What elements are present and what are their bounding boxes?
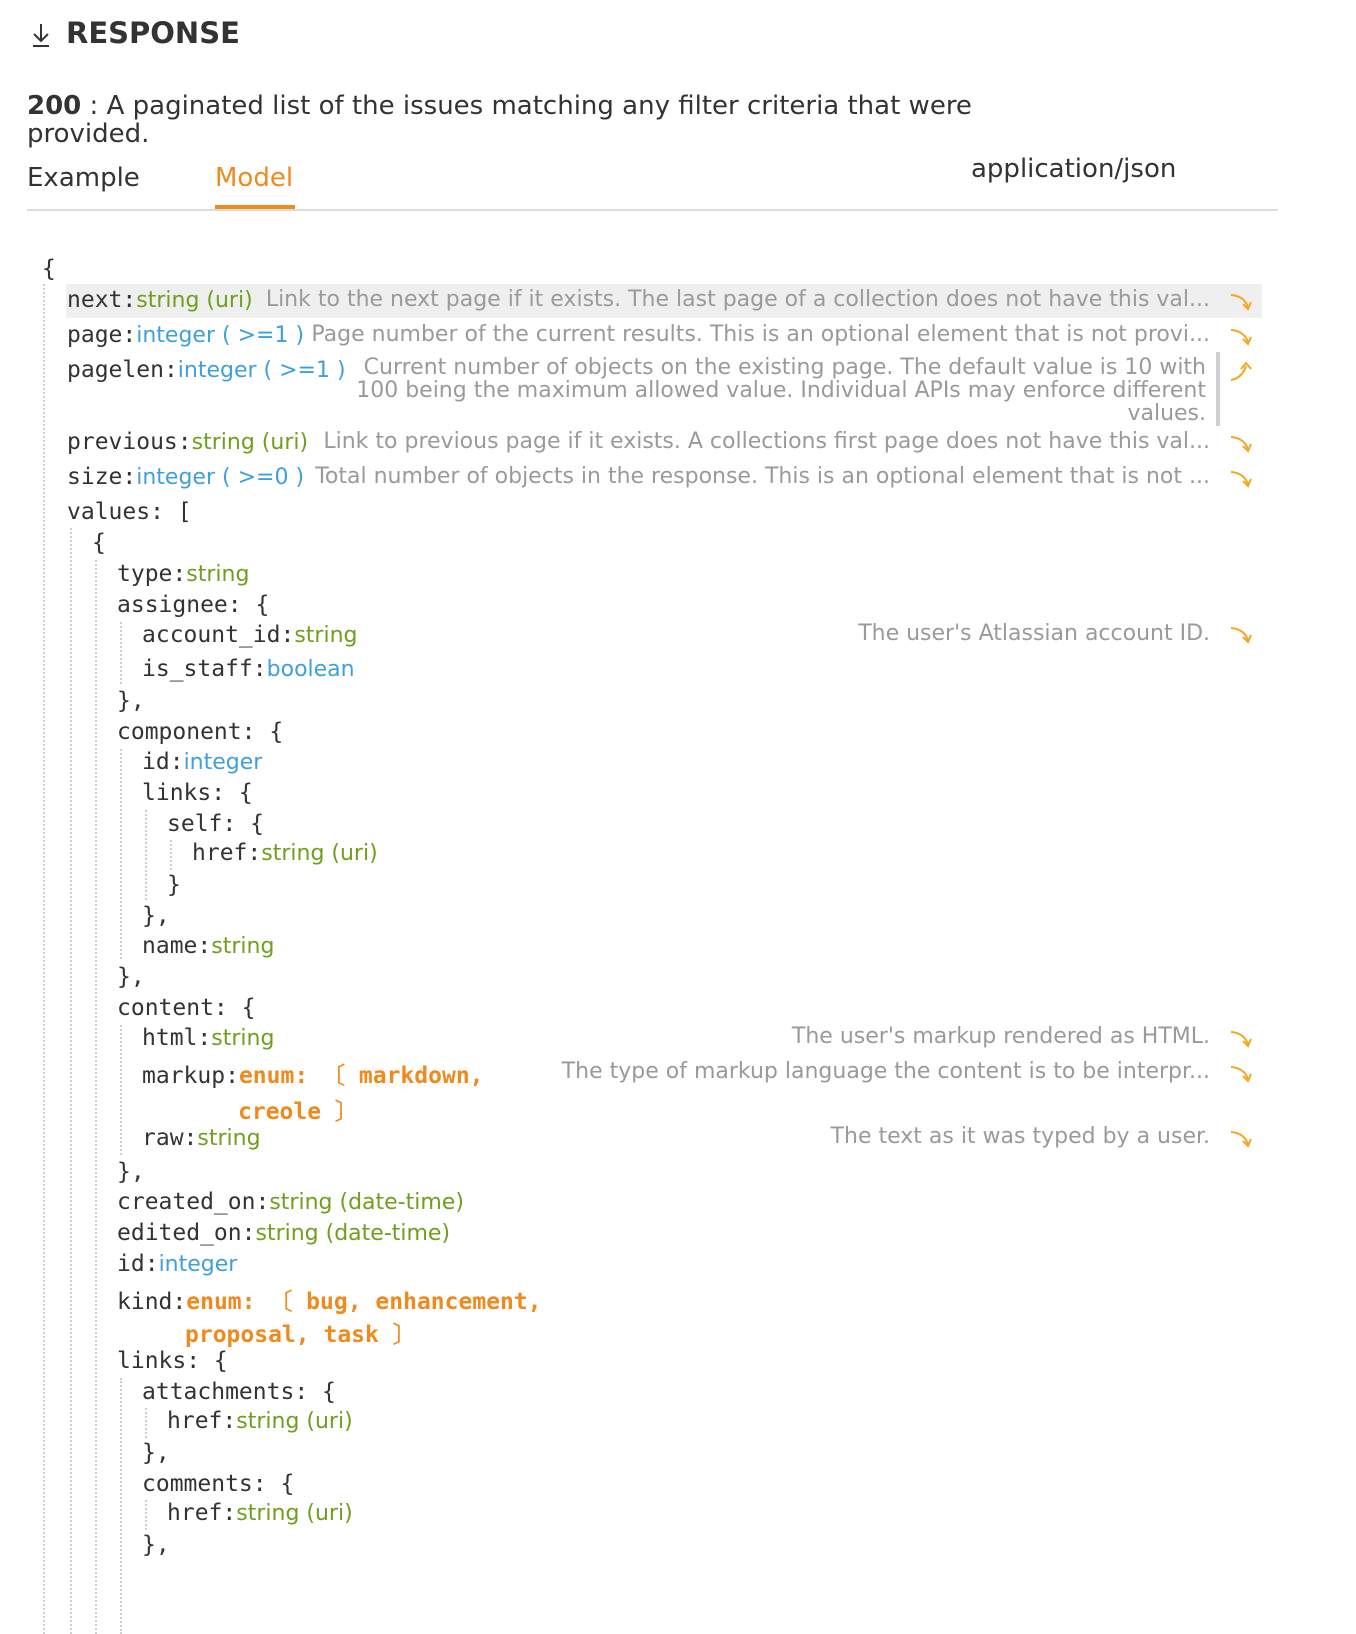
expand-arrow-icon[interactable] — [1228, 1027, 1254, 1053]
property-type: integer ( >=1 ) — [177, 358, 346, 383]
values-item-open: { — [92, 530, 106, 556]
indent-guide-attachments — [145, 1408, 147, 1438]
property-description: The type of markup language the content is to be interpr... — [561, 1059, 1210, 1084]
property-assignee: assignee: { — [117, 592, 270, 618]
comments-close: }, — [142, 1532, 170, 1558]
tab-model[interactable]: Model — [215, 163, 294, 193]
property-type: string — [294, 623, 358, 648]
property-type: string (uri) — [236, 1501, 353, 1526]
expand-arrow-icon[interactable] — [1228, 290, 1254, 316]
property-component-name: name:string — [142, 933, 275, 959]
content-type-select[interactable]: application/json — [971, 154, 1177, 184]
property-type: string — [186, 562, 250, 587]
property-comments: comments: { — [142, 1471, 295, 1497]
indent-guide-content — [120, 1025, 122, 1155]
property-markup: markup:enum: 〔 markdown, — [142, 1063, 484, 1089]
property-key: name — [142, 933, 198, 959]
attachments-close: }, — [142, 1440, 170, 1466]
indent-guide-assignee — [120, 622, 122, 684]
property-key: href — [167, 1500, 223, 1526]
tab-example[interactable]: Example — [27, 163, 140, 193]
model-open-brace: { — [42, 256, 56, 282]
property-key: href — [167, 1408, 223, 1434]
indent-guide-component — [120, 749, 122, 959]
property-html: html:string — [142, 1025, 275, 1051]
property-enum-continued: creole 〕 — [238, 1099, 358, 1125]
property-component-links: links: { — [142, 780, 253, 806]
property-type: integer ( >=1 ) — [136, 323, 305, 348]
property-attachments: attachments: { — [142, 1379, 336, 1405]
property-comments-href: href:string (uri) — [167, 1500, 353, 1526]
property-next: next:string (uri) — [67, 287, 253, 313]
indent-guide-item — [95, 560, 97, 1634]
indent-guide-component-links — [145, 810, 147, 900]
tabs-divider — [27, 209, 1278, 211]
property-enum: enum: 〔 markdown, — [238, 1063, 484, 1089]
property-type: string — [197, 1126, 261, 1151]
property-type: string (uri) — [236, 1409, 353, 1434]
property-type: string — [211, 934, 275, 959]
property-edited-on: edited_on:string (date-time) — [117, 1220, 451, 1246]
property-key: id — [117, 1251, 145, 1277]
property-key: previous — [67, 429, 178, 455]
property-key: next — [67, 287, 123, 313]
self-close: } — [167, 872, 181, 898]
property-key: type — [117, 561, 173, 587]
property-size: size:integer ( >=0 ) — [67, 464, 305, 490]
property-attachments-href: href:string (uri) — [167, 1408, 353, 1434]
property-content: content: { — [117, 995, 256, 1021]
property-self-href: href:string (uri) — [192, 840, 378, 866]
expand-arrow-icon[interactable] — [1228, 325, 1254, 351]
property-page: page:integer ( >=1 ) — [67, 322, 305, 348]
property-type: string — [211, 1026, 275, 1051]
response-separator: : — [81, 91, 107, 121]
property-key: raw — [142, 1125, 184, 1151]
property-description: Link to the next page if it exists. The last page of a collection does not have this val... — [265, 287, 1210, 312]
property-key: id — [142, 749, 170, 775]
expand-arrow-icon[interactable] — [1228, 623, 1254, 649]
response-description-line2: provided. — [27, 119, 150, 149]
property-type: integer — [183, 750, 263, 775]
indent-guide-values — [70, 528, 72, 1634]
property-account-id: account_id:string — [142, 622, 358, 648]
property-description: Link to previous page if it exists. A collections first page does not have this val... — [323, 429, 1210, 454]
property-raw: raw:string — [142, 1125, 261, 1151]
content-close: }, — [117, 1159, 145, 1185]
property-description: The user's Atlassian account ID. — [858, 621, 1210, 646]
property-created-on: created_on:string (date-time) — [117, 1189, 464, 1215]
indent-guide-root — [43, 284, 45, 1634]
property-values: values: [ — [67, 499, 192, 525]
property-key: href — [192, 840, 248, 866]
property-type: string (uri) — [136, 288, 253, 313]
description-line: values. — [1127, 401, 1206, 426]
description-line: Current number of objects on the existing page. The default value is 10 with — [363, 355, 1206, 380]
component-links-close: }, — [142, 903, 170, 929]
property-key: account_id — [142, 622, 281, 648]
property-is-staff: is_staff:boolean — [142, 656, 355, 682]
description-line: 100 being the maximum allowed value. Individual APIs may enforce different — [356, 378, 1206, 403]
property-key: created_on — [117, 1189, 256, 1215]
property-description: Page number of the current results. This is an optional element that is not provi... — [311, 322, 1210, 347]
expand-arrow-icon[interactable] — [1228, 432, 1254, 458]
property-key: markup — [142, 1063, 226, 1089]
property-component: component: { — [117, 719, 284, 745]
property-kind: kind:enum: 〔 bug, enhancement, — [117, 1289, 542, 1315]
property-enum-continued: proposal, task 〕 — [185, 1322, 416, 1348]
property-key: size — [67, 464, 123, 490]
section-title: RESPONSE — [66, 16, 240, 50]
indent-guide-links — [120, 1378, 122, 1634]
expand-arrow-icon[interactable] — [1228, 1127, 1254, 1153]
property-key: is_staff — [142, 656, 253, 682]
property-type: string (date-time) — [255, 1221, 451, 1246]
property-type: string (uri) — [261, 841, 378, 866]
property-type: integer ( >=0 ) — [136, 465, 305, 490]
download-icon — [30, 22, 52, 48]
response-description-line1: A paginated list of the issues matching any filter criteria that were — [106, 91, 972, 121]
property-previous: previous:string (uri) — [67, 429, 309, 455]
assignee-close: }, — [117, 688, 145, 714]
property-key: kind — [117, 1289, 173, 1315]
expand-arrow-icon[interactable] — [1228, 1062, 1254, 1088]
property-type: string (uri) — [191, 430, 309, 455]
property-key: pagelen — [67, 357, 164, 383]
property-links: links: { — [117, 1348, 228, 1374]
property-key: page — [67, 322, 123, 348]
property-type: boolean — [266, 657, 355, 682]
response-description — [27, 92, 972, 148]
property-description: The user's markup rendered as HTML. — [791, 1024, 1210, 1049]
property-description: The text as it was typed by a user. — [830, 1124, 1210, 1149]
property-description-expanded — [356, 356, 1206, 425]
property-pagelen: pagelen:integer ( >=1 ) — [67, 357, 346, 383]
description-scrollbar[interactable] — [1216, 352, 1220, 426]
component-close: }, — [117, 964, 145, 990]
property-type: string (date-time) — [269, 1190, 464, 1215]
response-code: 200 — [27, 91, 82, 121]
property-description: Total number of objects in the response. This is an optional element that is not ... — [315, 464, 1210, 489]
indent-guide-comments — [145, 1500, 147, 1530]
indent-guide-self — [170, 840, 172, 870]
property-type-field: type:string — [117, 561, 250, 587]
property-enum: enum: 〔 bug, enhancement, — [186, 1289, 542, 1315]
property-self: self: { — [167, 811, 264, 837]
expand-arrow-icon[interactable] — [1228, 467, 1254, 493]
property-id: id:integer — [117, 1251, 238, 1277]
property-component-id: id:integer — [142, 749, 263, 775]
property-key: html — [142, 1025, 198, 1051]
property-type: integer — [158, 1252, 238, 1277]
collapse-arrow-icon[interactable] — [1228, 358, 1254, 384]
property-key: edited_on — [117, 1220, 242, 1246]
